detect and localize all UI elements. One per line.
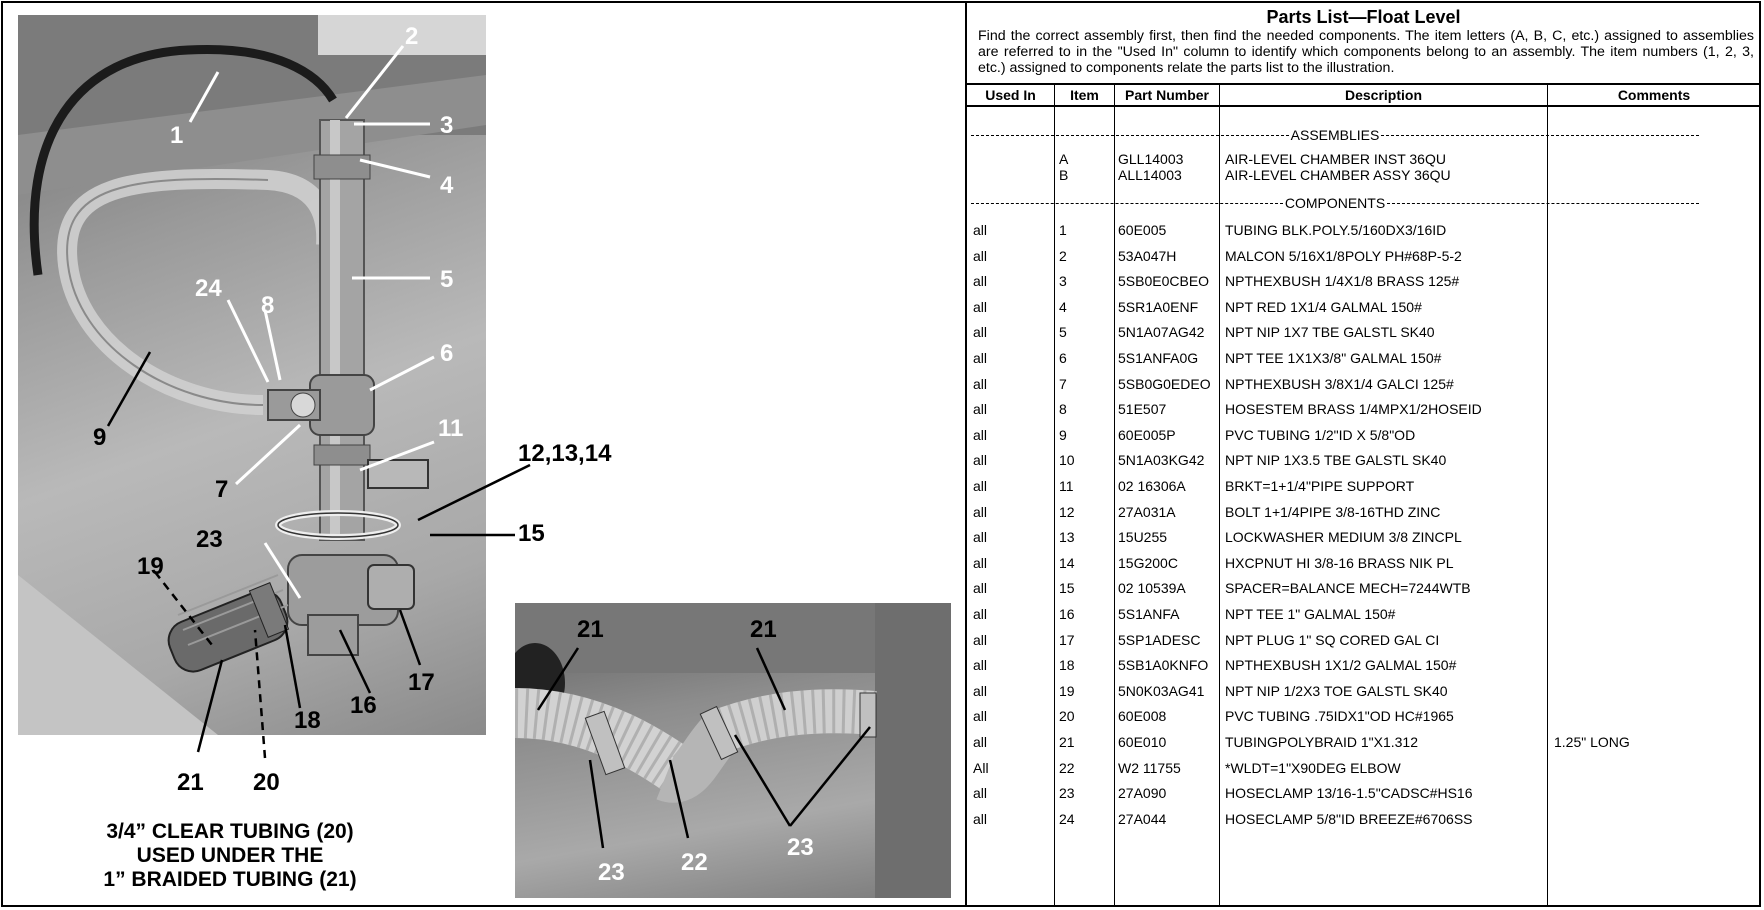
component-item: 7 [1059,375,1067,392]
col-header-comments: Comments [1617,87,1691,103]
component-used-in: all [973,478,988,494]
component-item: 12 [1059,503,1075,520]
component-part-number: 53A047H [1118,247,1177,264]
assembly-item: A [1059,151,1069,167]
tubing-caption [60,820,400,892]
component-used-in: all [973,452,988,469]
component-description: HOSECLAMP 5/8"ID BREEZE#6706SS [1225,810,1473,827]
component-part-number: W2 11755 [1118,759,1181,776]
component-description: NPTHEXBUSH 1/4X1/8 BRASS 125# [1225,273,1460,290]
component-row [967,423,1760,448]
component-description: HOSESTEM BRASS 1/4MPX1/2HOSEID [1225,401,1482,418]
component-item: 10 [1059,452,1075,469]
component-row [967,218,1760,243]
component-description: NPTHEXBUSH 3/8X1/4 GALCI 125# [1225,375,1454,392]
callout-19: 19 [137,553,164,580]
component-item: 14 [1059,554,1075,571]
component-item: 21 [1059,734,1075,750]
component-used-in: all [973,247,988,264]
callout-5: 5 [440,266,454,293]
callout-9: 9 [93,424,107,451]
component-item: 2 [1059,247,1067,264]
detail-callout-21a: 21 [577,616,604,643]
detail-callout-22: 22 [681,849,708,876]
component-part-number: 5N1A03KG42 [1118,452,1205,469]
component-part-number: 5SP1ADESC [1118,631,1201,648]
component-item: 4 [1059,298,1067,315]
component-part-number: 27A044 [1118,810,1167,827]
component-row [967,525,1760,550]
component-item: 17 [1059,631,1075,648]
component-description: HOSECLAMP 13/16-1.5"CADSC#HS16 [1225,785,1473,802]
component-row [967,807,1760,832]
parts-list-intro: Find the correct assembly first, then find the needed components. The item letters (A, B, C, etc.) assigned to assemblies are referred to in the "Used In" column to identify which components belong to an assembly. The item numbers (1, 2, 3, etc.) assigned to components relate the parts list to the illustration. [978,28,1754,76]
component-item: 1 [1059,222,1067,238]
col-header-part-number: Part Number [1124,87,1210,103]
component-used-in: all [973,350,988,366]
header-top-rule [967,83,1760,85]
component-description: *WLDT=1"X90DEG ELBOW [1225,759,1401,776]
detail-callout-21b: 21 [750,616,777,643]
callout-24: 24 [195,275,222,302]
callout-1: 1 [170,122,184,149]
component-used-in: all [973,273,988,290]
component-part-number: 60E010 [1118,734,1167,750]
component-item: 23 [1059,785,1075,802]
callout-23: 23 [196,526,223,553]
assemblies-section-divider [971,127,1699,143]
component-used-in: all [973,324,988,341]
component-row [967,730,1760,755]
component-item: 19 [1059,682,1075,699]
component-description: NPT PLUG 1" SQ CORED GAL CI [1225,631,1440,648]
component-description: NPT RED 1X1/4 GALMAL 150# [1225,298,1422,315]
callout-12-13-14: 12,13,14 [518,440,612,467]
component-description: NPTHEXBUSH 1X1/2 GALMAL 150# [1225,657,1457,674]
component-row [967,372,1760,397]
component-description: SPACER=BALANCE MECH=7244WTB [1225,580,1471,597]
component-part-number: 15G200C [1118,554,1178,571]
component-used-in: all [973,401,988,418]
component-used-in: all [973,503,988,520]
component-part-number: 5SB0E0CBEO [1118,273,1210,290]
header-bottom-rule [967,105,1760,107]
callout-20: 20 [253,769,280,796]
component-description: NPT NIP 1X7 TBE GALSTL SK40 [1225,324,1435,341]
callout-8: 8 [261,292,275,319]
component-row [967,295,1760,320]
component-description: TUBINGPOLYBRAID 1"X1.312 [1225,734,1419,750]
col-header-item: Item [1070,87,1099,103]
component-row [967,346,1760,371]
component-item: 24 [1059,810,1075,827]
parts-list [967,3,1760,907]
component-part-number: 5N1A07AG42 [1118,324,1205,341]
component-used-in: all [973,606,988,622]
component-used-in: all [973,682,988,699]
component-description: PVC TUBING 1/2"ID X 5/8"OD [1225,426,1416,443]
component-item: 15 [1059,580,1075,597]
component-item: 18 [1059,657,1075,674]
component-item: 6 [1059,350,1067,366]
component-part-number: 5S1ANFA0G [1118,350,1199,366]
component-part-number: 27A031A [1118,503,1176,520]
component-item: 9 [1059,426,1067,443]
component-row [967,244,1760,269]
component-used-in: all [973,580,988,597]
component-comments: 1.25" LONG [1554,734,1630,750]
component-part-number: 5SB0G0EDEO [1118,375,1211,392]
assembly-description: AIR-LEVEL CHAMBER ASSY 36QU [1225,167,1451,183]
components-label: COMPONENTS [1284,195,1386,211]
component-used-in: all [973,375,988,392]
col-header-used-in: Used In [985,87,1036,103]
component-part-number: 60E005 [1118,222,1167,238]
callout-21: 21 [177,769,204,796]
component-description: NPT TEE 1X1X3/8" GALMAL 150# [1225,350,1442,366]
component-description: HXCPNUT HI 3/8-16 BRASS NIK PL [1225,554,1454,571]
caption-line-2: USED UNDER THE [136,844,324,867]
component-description: NPT NIP 1/2X3 TOE GALSTL SK40 [1225,682,1448,699]
callout-18: 18 [294,707,321,734]
callout-3: 3 [440,112,454,139]
component-item: 8 [1059,401,1067,418]
component-used-in: all [973,734,988,750]
component-item: 13 [1059,529,1075,546]
assembly-row [967,151,1760,168]
detail-callout-23b: 23 [787,834,814,861]
component-row [967,397,1760,422]
component-used-in: all [973,708,988,725]
component-row [967,602,1760,627]
component-description: TUBING BLK.POLY.5/160DX3/16ID [1225,222,1447,238]
assembly-description: AIR-LEVEL CHAMBER INST 36QU [1225,151,1446,167]
component-part-number: 5SR1A0ENF [1118,298,1199,315]
component-part-number: 15U255 [1118,529,1168,546]
component-row [967,576,1760,601]
component-description: NPT TEE 1" GALMAL 150# [1225,606,1396,622]
component-used-in: all [973,631,988,648]
component-row [967,269,1760,294]
component-row [967,320,1760,345]
component-item: 20 [1059,708,1075,725]
component-row [967,500,1760,525]
component-part-number: 51E507 [1118,401,1167,418]
callout-16: 16 [350,692,377,719]
caption-line-3: 1” BRAIDED TUBING (21) [103,868,357,891]
component-part-number: 02 10539A [1118,580,1186,597]
component-row [967,679,1760,704]
component-used-in: all [973,554,988,571]
component-used-in: all [973,426,988,443]
component-row [967,448,1760,473]
component-row [967,781,1760,806]
component-part-number: 5SB1A0KNFO [1118,657,1209,674]
assemblies-label: ASSEMBLIES [1290,127,1380,143]
callout-2: 2 [405,23,419,50]
component-used-in: all [973,657,988,674]
detail-callout-23a: 23 [598,859,625,886]
callout-15: 15 [518,520,545,547]
col-header-description: Description [1344,87,1422,103]
component-part-number: 60E008 [1118,708,1167,725]
component-row [967,653,1760,678]
component-row [967,474,1760,499]
assembly-part-number: GLL14003 [1118,151,1184,167]
component-used-in: all [973,529,988,546]
component-row [967,704,1760,729]
component-used-in: all [973,785,988,802]
callout-7: 7 [215,476,229,503]
assembly-row [967,167,1760,184]
component-used-in: all [973,298,988,315]
component-item: 3 [1059,273,1067,290]
components-section-divider [971,195,1699,211]
parts-list-title: Parts List—Float Level [1266,7,1461,27]
assembly-part-number: ALL14003 [1118,167,1182,183]
caption-line-1: 3/4” CLEAR TUBING (20) [106,820,354,843]
component-item: 22 [1059,759,1075,776]
callout-11: 11 [438,415,464,442]
component-row [967,756,1760,781]
component-part-number: 02 16306A [1118,478,1186,494]
component-part-number: 5N0K03AG41 [1118,682,1205,699]
component-part-number: 5S1ANFA [1118,606,1180,622]
component-description: PVC TUBING .75IDX1"OD HC#1965 [1225,708,1454,725]
component-description: LOCKWASHER MEDIUM 3/8 ZINCPL [1225,529,1462,546]
component-description: MALCON 5/16X1/8POLY PH#68P-5-2 [1225,247,1462,264]
callout-17: 17 [408,669,435,696]
component-description: BRKT=1+1/4"PIPE SUPPORT [1225,478,1415,494]
component-used-in: all [973,810,988,827]
component-description: BOLT 1+1/4PIPE 3/8-16THD ZINC [1225,503,1441,520]
component-row [967,628,1760,653]
component-item: 5 [1059,324,1067,341]
component-description: NPT NIP 1X3.5 TBE GALSTL SK40 [1225,452,1447,469]
assembly-item: B [1059,167,1069,183]
component-row [967,551,1760,576]
component-used-in: All [973,759,989,776]
callout-6: 6 [440,340,454,367]
component-item: 16 [1059,606,1075,622]
component-part-number: 27A090 [1118,785,1167,802]
component-used-in: all [973,222,988,238]
callout-4: 4 [440,172,454,199]
component-item: 11 [1059,478,1074,494]
component-part-number: 60E005P [1118,426,1176,443]
